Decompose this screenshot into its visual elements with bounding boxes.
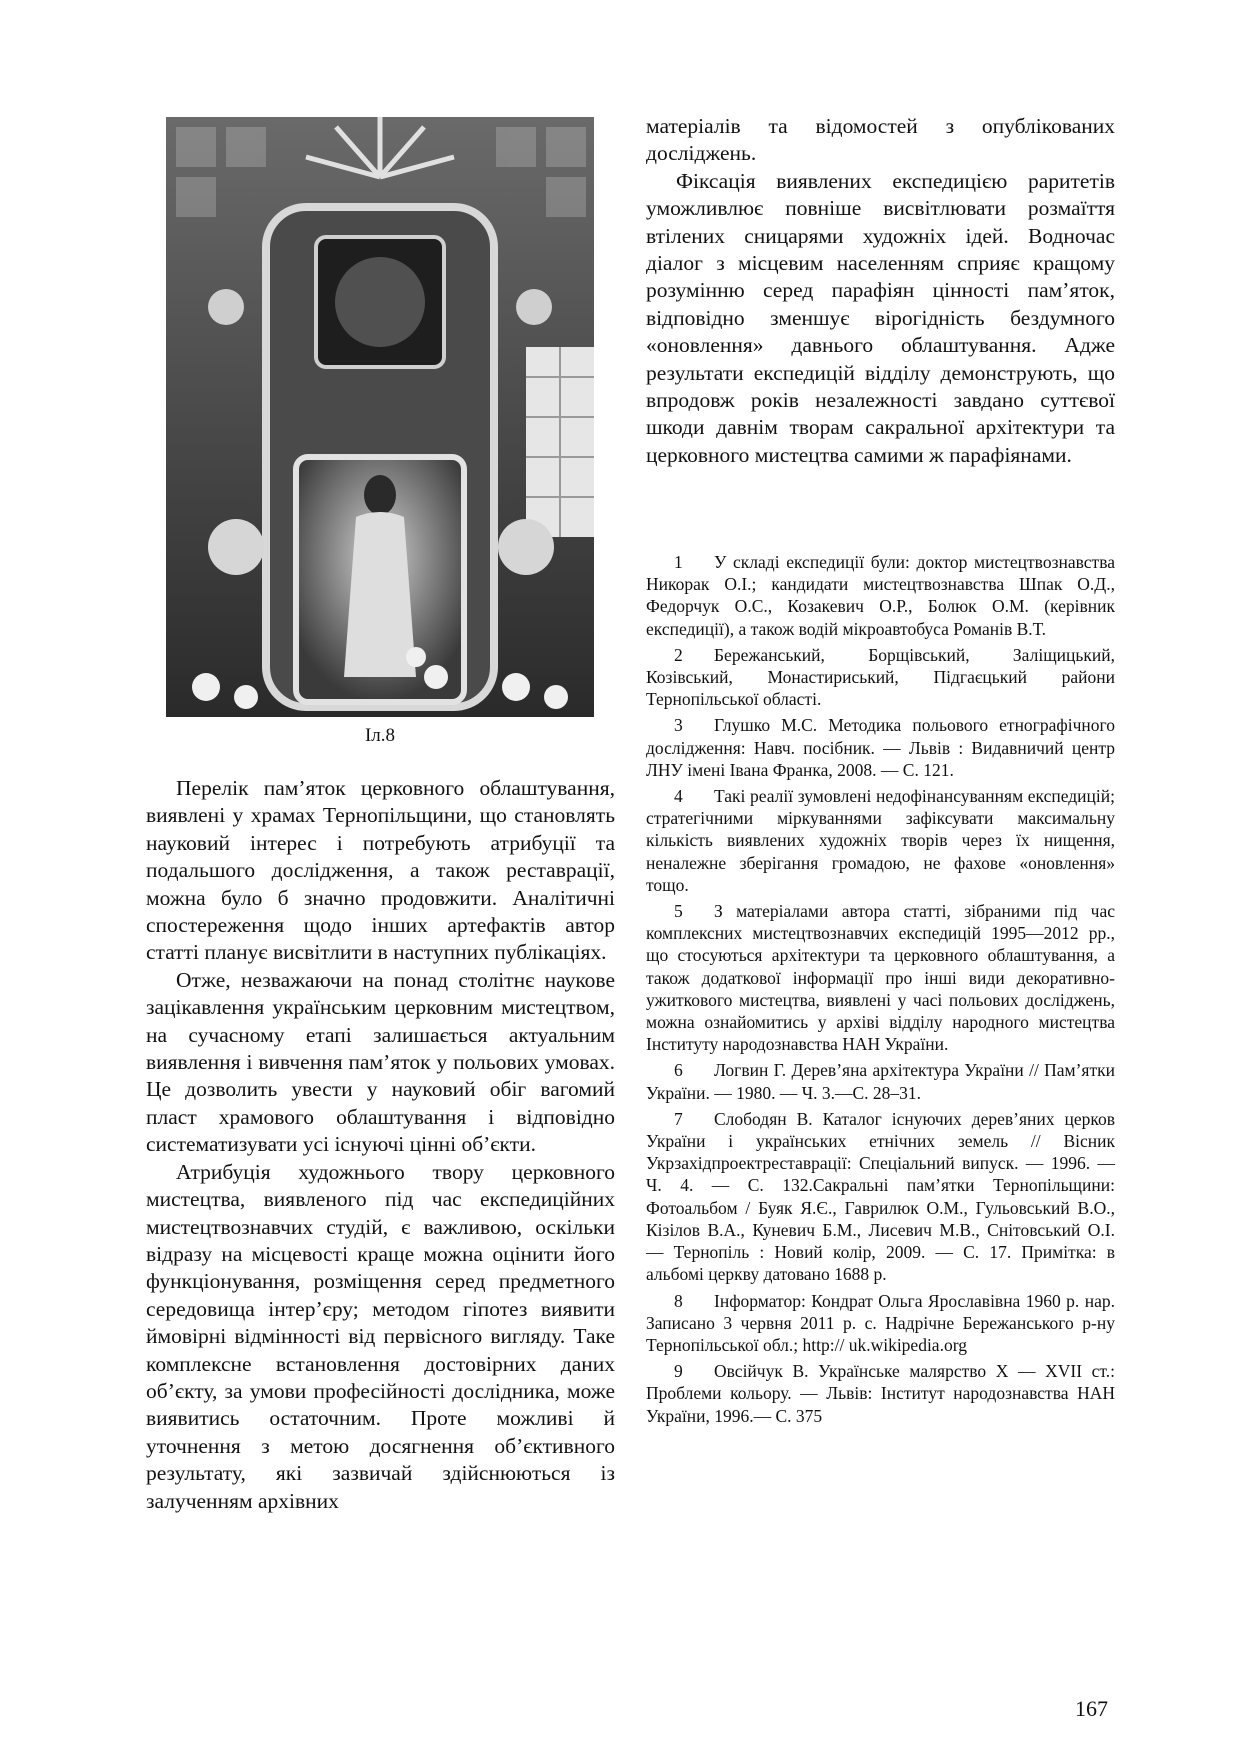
footnote-text: Логвин Г. Дерев’яна архітектура України // Пам’ятки України. — 1980. — Ч. 3.—С. 28–31. bbox=[646, 1060, 1115, 1103]
footnote-text: Слободян В. Каталог існуючих дерев’яних церков України і українських етнічних земель // Вісник Укрзахідпроектреставрації: Спеціальний випуск. — 1996. — Ч. 4. — С. 132.Сакральні пам’ятки Тернопільщини: Фотоальбом / Буяк Я.Є., Гаврилюк О.М., Гульовський В.О., Кізілов В.А., Куневич Б.М., Лисевич М.В., Снітовський О.І. — Тернопіль : Новий колір, 2009. — С. 17. Примітка: в альбомі церкву датовано 1688 р. bbox=[646, 1108, 1115, 1285]
footnote bbox=[646, 900, 1115, 1055]
footnote-text: Інформатор: Кондрат Ольга Ярославівна 1960 р. нар. Записано 3 червня 2011 р. с. Надрічне Бережанського р-ну Тернопільської обл.; http:// uk.wikipedia.org bbox=[646, 1290, 1115, 1355]
footnote-number: 7 bbox=[674, 1108, 683, 1129]
paragraph: Отже, незважаючи на понад столітнє наукове зацікавлення українським церковним мистецтвом, на сучасному етапі залишається актуальним виявлення і вивчення пам’яток у польових умовах. Це дозволить увести у науковий обіг вагомий пласт храмового облаштування і відповідно систематизувати усі існуючі цінні об’єкти. bbox=[146, 967, 615, 1157]
left-column bbox=[146, 775, 615, 1515]
footnote bbox=[646, 1108, 1115, 1286]
paragraph: Атрибуція художнього твору церковного мистецтва, виявленого під час експедиційних мистецтвознавчих студій, є важливою, оскільки відразу на місцевості краще можна оцінити його функціонування, розміщення серед предметного середовища інтер’єру; методом гіпотез виявити ймовірні відмінності від первісного вигляду. Таке комплексне встановлення достовірних даних об’єкту, за умови професійності дослідника, може виявитись остаточним. Проте можливі й уточнення з метою досягнення об’єктивного результату, які зазвичай здійснюються із залученням архівних bbox=[146, 1159, 615, 1513]
footnote-text: Овсійчук В. Українське малярство Х — XVII ст.: Проблеми кольору. — Львів: Інститут народознавства НАН України, 1996.— С. 375 bbox=[646, 1361, 1115, 1426]
footnote bbox=[646, 785, 1115, 896]
footnote-text: З матеріалами автора статті, зібраними під час комплексних мистецтвознавчих експедицій 1995—2012 рр., що стосуються архітектури та церковного облаштування, а також додаткової інформації про інші види декоративно-ужиткового мистецтва, виявлені у часі польових досліджень, можна ознайомитись у архіві відділу народного мистецтва Інституту народознавства НАН України. bbox=[646, 901, 1115, 1055]
footnote bbox=[646, 644, 1115, 711]
footnote-number: 3 bbox=[674, 715, 683, 736]
footnote-number: 8 bbox=[674, 1290, 683, 1311]
iconostasis-photo bbox=[166, 117, 594, 717]
footnote bbox=[646, 1290, 1115, 1357]
footnote-number: 4 bbox=[674, 786, 683, 807]
paragraph: Перелік пам’яток церковного облаштування, виявлені у храмах Тернопільщини, що становлять науковий інтерес і потребують атрибуції та подальшого дослідження, а також реставрації, можна було б значно продовжити. Аналітичні спостереження щодо інших артефактів автор статті планує висвітлити в наступних публікаціях. bbox=[146, 776, 615, 965]
footnotes bbox=[646, 551, 1115, 1431]
footnote-number: 2 bbox=[674, 644, 683, 665]
page-number: 167 bbox=[1075, 1696, 1108, 1721]
footnote-text: Глушко М.С. Методика польового етнографічного дослідження: Навч. посібник. — Львів : Видавничий центр ЛНУ імені Івана Франка, 2008. — С. 121. bbox=[646, 715, 1115, 780]
footnote bbox=[646, 1360, 1115, 1427]
footnote-text: У складі експедиції були: доктор мистецтвознавства Никорак О.І.; кандидати мистецтвознавства Шпак О.Д., Федорчук О.С., Козакевич О.Р., Болюк О.М. (керівник експедиції), а також водій мікроавтобуса Романів В.Т. bbox=[646, 552, 1115, 639]
church-iconostasis-photo-icon bbox=[166, 117, 594, 717]
footnote-text: Такі реалії зумовлені недофінансуванням експедицій; стратегічними міркуваннями зафіксувати максимальну кількість виявлених художніх творів через їх нищення, неналежне зберігання громадою, не фахове «оновлення» тощо. bbox=[646, 786, 1115, 895]
paragraph: матеріалів та відомостей з опублікованих досліджень. bbox=[646, 114, 1115, 166]
footnote-number: 9 bbox=[674, 1361, 683, 1382]
footnote-text: Бережанський, Борщівський, Заліщицький, Козівський, Монастириський, Підгаєцький райони Тернопільської області. bbox=[646, 644, 1115, 710]
footnote-number: 5 bbox=[674, 901, 683, 922]
figure-caption: Іл.8 bbox=[364, 725, 396, 746]
footnote bbox=[646, 551, 1115, 640]
footnote-number: 6 bbox=[674, 1060, 683, 1081]
footnote-number: 1 bbox=[674, 552, 683, 572]
paragraph: Фіксація виявлених експедицією раритетів уможливлює повніше висвітлювати розмаїття втілених сницарями художніх ідей. Водночас діалог з місцевим населенням сприяє кращому розумінню серед парафіян цінності пам’яток, відповідно зменшує вірогідність бездумного «оновлення» давнього облаштування. Адже результати експедицій відділу демонструють, що впродовж років незалежності завдано суттєвої шкоди давнім творам сакральної архітектури та церковного мистецтва самими ж парафіянами. bbox=[646, 168, 1115, 467]
right-column bbox=[646, 113, 1115, 469]
footnote bbox=[646, 714, 1115, 781]
footnote bbox=[646, 1059, 1115, 1103]
